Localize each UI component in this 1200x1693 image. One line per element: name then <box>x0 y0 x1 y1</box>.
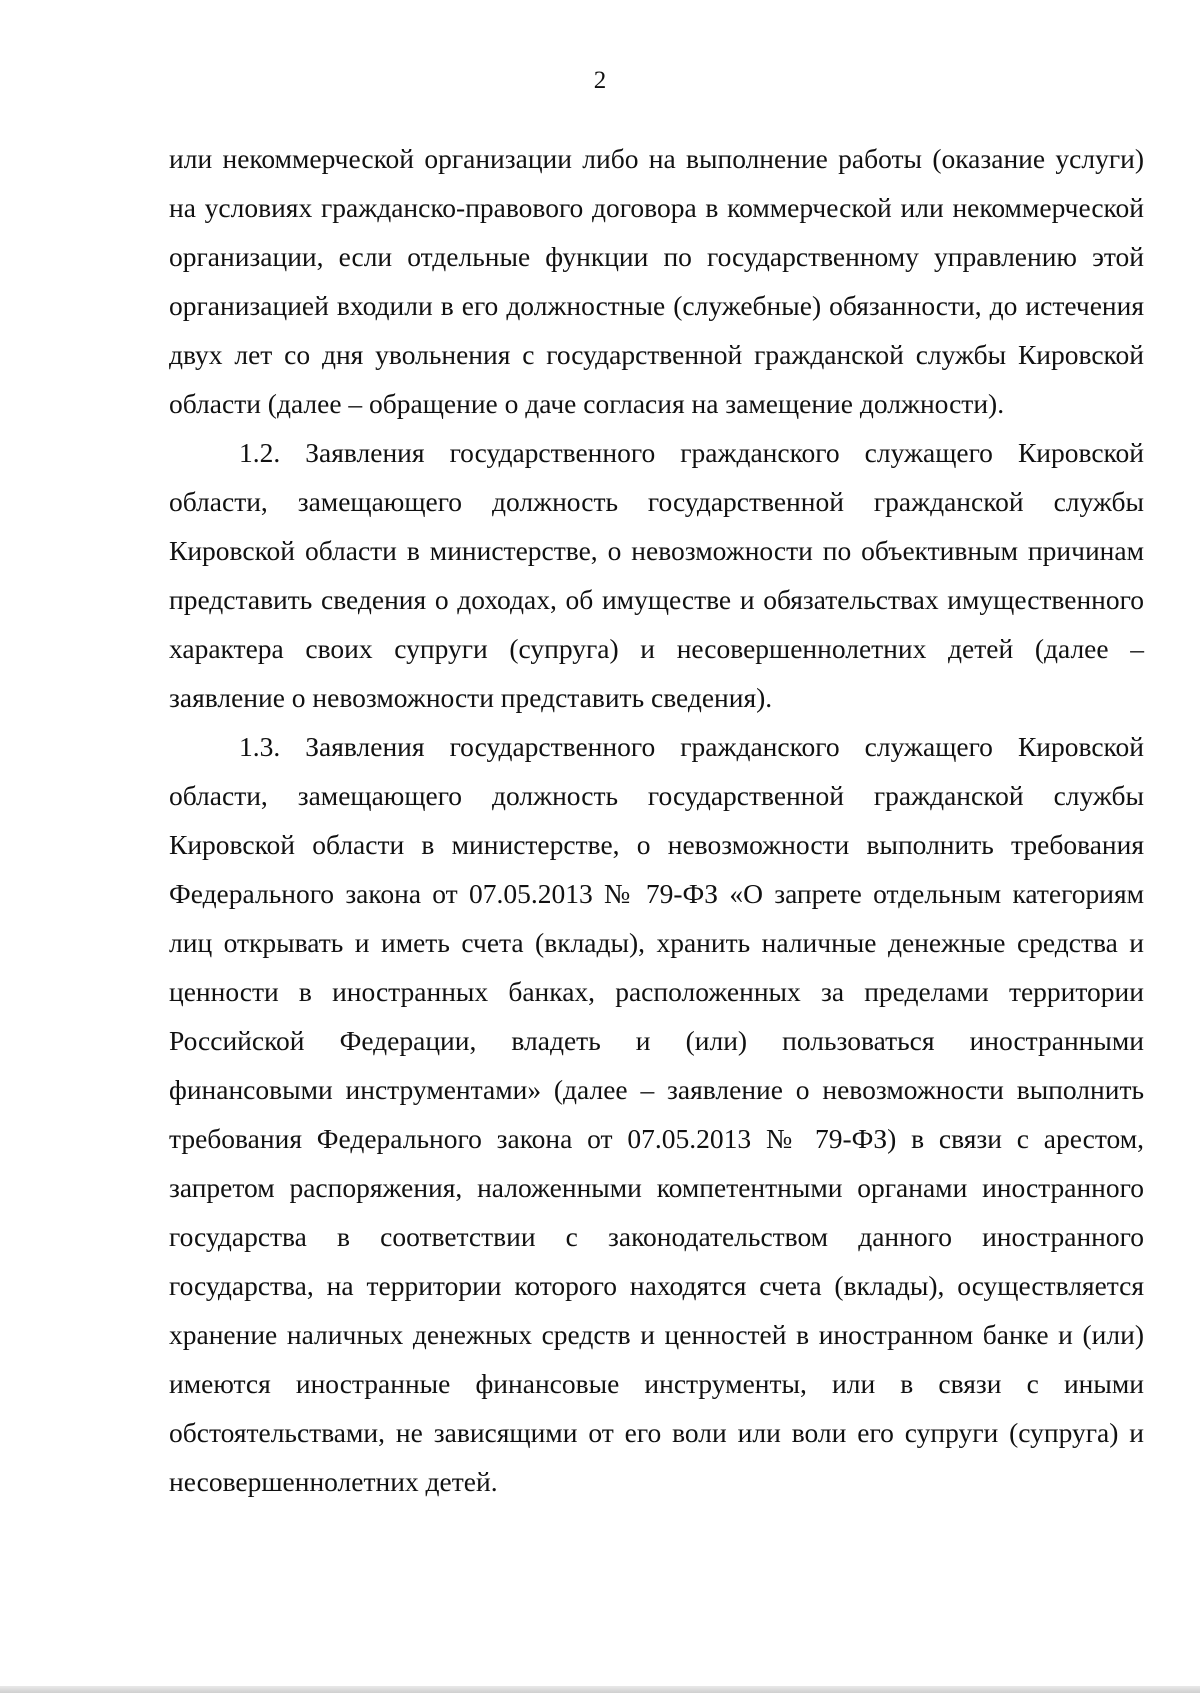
document-body <box>169 134 1144 1506</box>
paragraph-1-2: 1.2. Заявления государственного гражданского служащего Кировской области, замещающего должность государственной гражданской службы Кировской области в министерстве, о невозможности по объективным причинам представить сведения о доходах, об имуществе и обязательствах имущественного характера своих супруги (супруга) и несовершеннолетних детей (далее – заявление о невозможности представить сведения). <box>169 437 1144 713</box>
scan-bottom-edge <box>0 1686 1200 1693</box>
page-number: 2 <box>593 67 607 94</box>
paragraph-1-3: 1.3. Заявления государственного гражданского служащего Кировской области, замещающего должность государственной гражданской службы Кировской области в министерстве, о невозможности выполнить требования Федерального закона от 07.05.2013 № 79-ФЗ «О запрете отдельным категориям лиц открывать и иметь счета (вклады), хранить наличные денежные средства и ценности в иностранных банках, расположенных за пределами территории Российской Федерации, владеть и (или) пользоваться иностранными финансовыми инструментами» (далее – заявление о невозможности выполнить требования Федерального закона от 07.05.2013 № 79-ФЗ) в связи с арестом, запретом распоряжения, наложенными компетентными органами иностранного государства в соответствии с законодательством данного иностранного государства, на территории которого находятся счета (вклады), осуществляется хранение наличных денежных средств и ценностей в иностранном банке и (или) имеются иностранные финансовые инструменты, или в связи с иными обстоятельствами, не зависящими от его воли или воли его супруги (супруга) и несовершеннолетних детей. <box>169 731 1144 1497</box>
paragraph-continuation: или некоммерческой организации либо на выполнение работы (оказание услуги) на условиях гражданско-правового договора в коммерческой или некоммерческой организации, если отдельные функции по государственному управлению этой организацией входили в его должностные (служебные) обязанности, до истечения двух лет со дня увольнения с государственной гражданской службы Кировской области (далее – обращение о даче согласия на замещение должности). <box>169 143 1144 419</box>
